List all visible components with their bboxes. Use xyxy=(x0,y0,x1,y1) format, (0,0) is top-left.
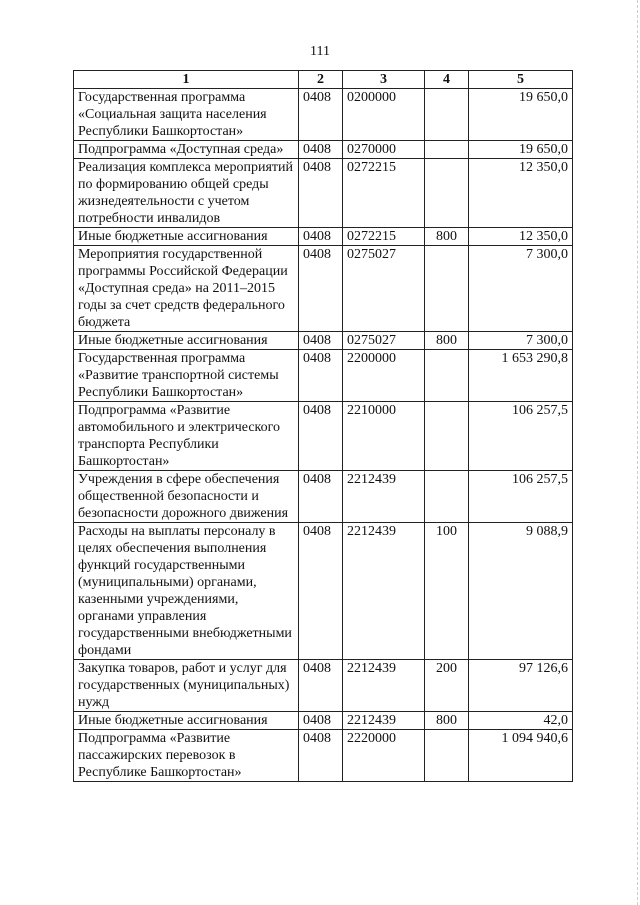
table-row xyxy=(74,332,573,350)
row-name: Учреждения в сфере обеспечения общественной безопасности и безопасности дорожного движения xyxy=(74,471,299,523)
row-article: 0272215 xyxy=(343,159,425,228)
row-type: 200 xyxy=(425,660,469,712)
row-article: 2220000 xyxy=(343,730,425,782)
row-sum: 97 126,6 xyxy=(469,660,573,712)
table-row xyxy=(74,141,573,159)
row-sum: 106 257,5 xyxy=(469,402,573,471)
row-type xyxy=(425,350,469,402)
row-sum: 1 094 940,6 xyxy=(469,730,573,782)
header-col-4: 4 xyxy=(425,71,469,89)
table-header-row xyxy=(74,71,573,89)
row-section: 0408 xyxy=(299,350,343,402)
row-section: 0408 xyxy=(299,159,343,228)
row-article: 2210000 xyxy=(343,402,425,471)
row-type xyxy=(425,141,469,159)
header-col-3: 3 xyxy=(343,71,425,89)
table-row xyxy=(74,350,573,402)
table-row xyxy=(74,471,573,523)
row-name: Реализация комплекса мероприятий по формированию общей среды жизнедеятельности с учетом потребности инвалидов xyxy=(74,159,299,228)
row-article: 2200000 xyxy=(343,350,425,402)
row-section: 0408 xyxy=(299,471,343,523)
row-sum: 12 350,0 xyxy=(469,159,573,228)
table-row xyxy=(74,660,573,712)
row-type xyxy=(425,402,469,471)
row-name: Государственная программа «Социальная защита населения Республики Башкортостан» xyxy=(74,89,299,141)
row-name: Иные бюджетные ассигнования xyxy=(74,228,299,246)
row-sum: 12 350,0 xyxy=(469,228,573,246)
page-number: 111 xyxy=(310,44,330,59)
table-row xyxy=(74,89,573,141)
budget-table xyxy=(73,70,573,782)
row-name: Подпрограмма «Доступная среда» xyxy=(74,141,299,159)
row-article: 0200000 xyxy=(343,89,425,141)
row-section: 0408 xyxy=(299,228,343,246)
row-name: Подпрограмма «Развитие автомобильного и электрического транспорта Республики Башкортостан» xyxy=(74,402,299,471)
row-sum: 19 650,0 xyxy=(469,89,573,141)
row-section: 0408 xyxy=(299,141,343,159)
row-section: 0408 xyxy=(299,660,343,712)
table-row xyxy=(74,246,573,332)
row-type xyxy=(425,246,469,332)
row-type: 100 xyxy=(425,523,469,660)
row-type xyxy=(425,159,469,228)
row-section: 0408 xyxy=(299,712,343,730)
row-sum: 1 653 290,8 xyxy=(469,350,573,402)
row-section: 0408 xyxy=(299,246,343,332)
row-section: 0408 xyxy=(299,730,343,782)
table-row xyxy=(74,159,573,228)
row-type xyxy=(425,730,469,782)
table-row xyxy=(74,523,573,660)
row-article: 0275027 xyxy=(343,246,425,332)
row-type xyxy=(425,89,469,141)
table-row xyxy=(74,228,573,246)
row-type xyxy=(425,471,469,523)
row-section: 0408 xyxy=(299,523,343,660)
row-article: 2212439 xyxy=(343,660,425,712)
row-type: 800 xyxy=(425,228,469,246)
row-name: Мероприятия государственной программы Российской Федерации «Доступная среда» на 2011–2015 годы за счет средств федерального бюджета xyxy=(74,246,299,332)
row-name: Иные бюджетные ассигнования xyxy=(74,712,299,730)
row-section: 0408 xyxy=(299,332,343,350)
row-article: 2212439 xyxy=(343,523,425,660)
row-article: 0272215 xyxy=(343,228,425,246)
row-article: 2212439 xyxy=(343,471,425,523)
row-article: 0270000 xyxy=(343,141,425,159)
row-sum: 7 300,0 xyxy=(469,332,573,350)
header-col-5: 5 xyxy=(469,71,573,89)
row-article: 0275027 xyxy=(343,332,425,350)
table-row xyxy=(74,712,573,730)
row-name: Государственная программа «Развитие транспортной системы Республики Башкортостан» xyxy=(74,350,299,402)
row-name: Закупка товаров, работ и услуг для государственных (муниципальных) нужд xyxy=(74,660,299,712)
row-sum: 7 300,0 xyxy=(469,246,573,332)
row-type: 800 xyxy=(425,712,469,730)
row-section: 0408 xyxy=(299,89,343,141)
row-sum: 106 257,5 xyxy=(469,471,573,523)
row-type: 800 xyxy=(425,332,469,350)
header-col-1: 1 xyxy=(74,71,299,89)
header-col-2: 2 xyxy=(299,71,343,89)
row-name: Иные бюджетные ассигнования xyxy=(74,332,299,350)
row-article: 2212439 xyxy=(343,712,425,730)
row-sum: 9 088,9 xyxy=(469,523,573,660)
row-section: 0408 xyxy=(299,402,343,471)
table-row xyxy=(74,730,573,782)
row-name: Подпрограмма «Развитие пассажирских перевозок в Республике Башкортостан» xyxy=(74,730,299,782)
table-row xyxy=(74,402,573,471)
row-sum: 19 650,0 xyxy=(469,141,573,159)
row-name: Расходы на выплаты персоналу в целях обеспечения выполнения функций государственными (муниципальными) органами, казенными учреждениями, органами управления государственными внебюджетными фондами xyxy=(74,523,299,660)
row-sum: 42,0 xyxy=(469,712,573,730)
scan-edge xyxy=(636,0,638,905)
